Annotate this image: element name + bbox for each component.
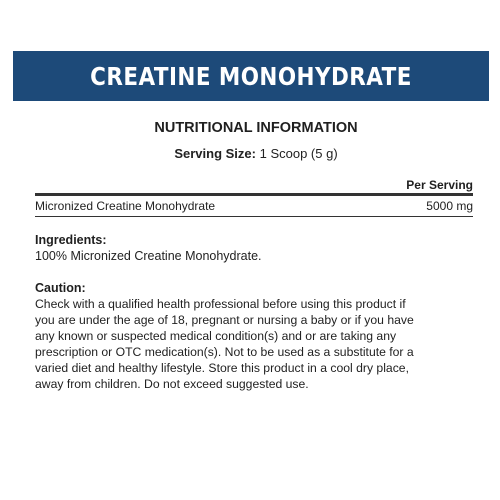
nutritional-information-heading: NUTRITIONAL INFORMATION bbox=[154, 120, 358, 136]
nutrient-name: Micronized Creatine Monohydrate bbox=[35, 199, 216, 213]
caution-section bbox=[35, 280, 480, 392]
table-row bbox=[35, 196, 473, 216]
product-title: CREATINE MONOHYDRATE bbox=[90, 61, 412, 91]
serving-size-label: Serving Size: bbox=[174, 146, 256, 161]
caution-line: prescription or OTC medication(s). Not to be used as a substitute for a bbox=[35, 345, 414, 359]
caution-line: any known or suspected medical condition(s) and or are taking any bbox=[35, 329, 397, 343]
caution-line: Check with a qualified health professional before using this product if bbox=[35, 297, 406, 311]
serving-size-value: 1 Scoop (5 g) bbox=[259, 146, 338, 161]
ingredients-section bbox=[35, 232, 480, 264]
serving-size bbox=[0, 146, 500, 161]
caution-line: varied diet and healthy lifestyle. Store this product in a cool dry place, bbox=[35, 361, 409, 375]
ingredients-text: 100% Micronized Creatine Monohydrate. bbox=[35, 249, 262, 263]
ingredients-heading: Ingredients: bbox=[35, 233, 107, 247]
caution-line: away from children. Do not exceed suggested use. bbox=[35, 377, 309, 391]
nutrient-amount: 5000 mg bbox=[426, 199, 473, 213]
per-serving-header: Per Serving bbox=[406, 178, 473, 192]
caution-line: you are under the age of 18, pregnant or nursing a baby or if you have bbox=[35, 313, 414, 327]
table-bottom-rule bbox=[35, 216, 473, 217]
nutrition-table bbox=[35, 177, 473, 217]
caution-text bbox=[35, 296, 480, 392]
title-banner bbox=[13, 51, 489, 101]
caution-heading: Caution: bbox=[35, 281, 86, 295]
